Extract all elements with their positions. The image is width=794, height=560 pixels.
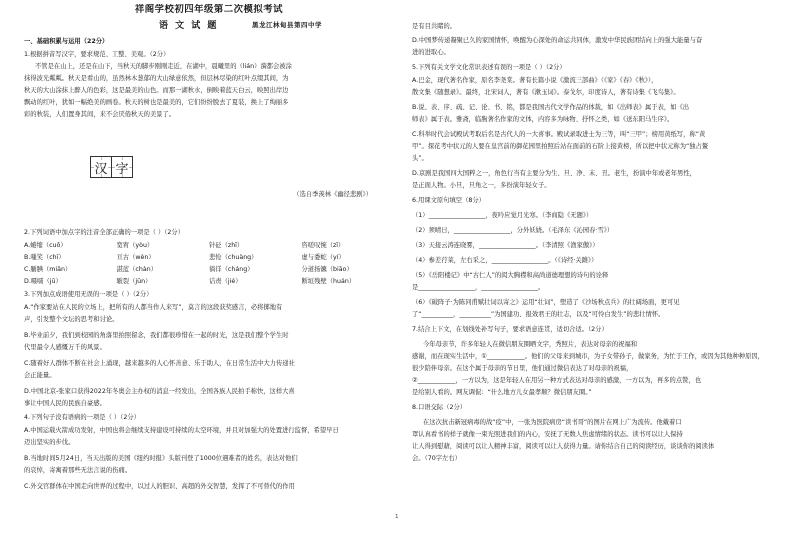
q7-text-line: ②____________，一方以为，这是年轻人在用另一种方式表达对母亲的感激，一方以为，再多的点赞，也 xyxy=(412,377,702,384)
q4-option-line: 的哀悼，寄寓着那些无法言说的伤痛。 xyxy=(24,467,132,474)
q4-option-line: B.当地时间5月24日，当天出版的美国《纽约时报》头版刊登了1000位遇难者的姓名，表达对他们 xyxy=(24,455,298,462)
q5-prompt: 5.下列有关文学文化常识表述有误的一项是（ ）（2分） xyxy=(412,64,566,71)
q1-text-line: 彩的秋装，人们置身其间，来不会厌倦秋天的美景了。 xyxy=(24,111,176,118)
fill-blank-item: （4）参差荇菜，左右采之，__________________。（《诗经·关雎》） xyxy=(412,257,598,264)
grid-cell: 字 xyxy=(111,156,133,178)
q8-prompt: 8.口语交际（2分） xyxy=(412,404,467,411)
right-line: C.科举时代会试殿试考取后名是古代人的一大喜事。殿试录取进士为三等，叫“三甲”；榜用黄纸写，称“黄 xyxy=(412,131,706,138)
exam-title: 祥阁学校初四年级第二次模拟考试 xyxy=(134,4,284,15)
right-line: 是正面人物。小旦，旦角之一，多扮演年轻女子。 xyxy=(412,182,551,189)
q3-prompt: 3.下列加点成语使用无误的一项是（ ）（2分） xyxy=(24,291,153,298)
right-line: B.说、表、序、疏、记、论、书、铭，都是我国古代文学作品的体裁，如《出师表》属于表，如《出 xyxy=(412,104,690,111)
q4-option-line: 迈出坚实的步伐。 xyxy=(24,439,75,446)
q7-text-line: 感谢，而在现实生活中，①____________。他们的父母来到城市，为子女带孙子，做家务，为忙于工作，或因为其他种种原因， xyxy=(412,353,764,360)
q3-option-line: B.毕业前夕，我们到校园的角落里拍照留念，我们都很珍惜在一起的时光，这是我们整个学生时 xyxy=(24,332,289,339)
grid-cell: 汉 xyxy=(90,156,112,178)
q1-text-line: 秋天的大山涂抹上醉人的色彩，这是最美的山色。而那一湖秋水，倒映着蓝天白云，映照出岸边 xyxy=(24,87,289,94)
q3-option-line: C.随着好人群体不断在社会上涌现，越来越多的人心怀善意、乐于助人，在日常生活中大力传递社 xyxy=(24,360,295,367)
fill-blank-item: （5）《岳阳楼记》中“古仁人”的闳大胸襟和高尚道德理想的诗句的诠释 xyxy=(412,272,609,279)
q4-option-line: A.中国运载火箭成功发射，中国也将会继续支持建设可持续的太空环境，并且对加强大的处置进行监督，希望早日 xyxy=(24,427,339,434)
fill-blank-item: 是__________________，__________________。 xyxy=(412,284,545,291)
q3-option-line: A.“作家要站在人民的立场上，把所有的人都当作人来写”，莫言的这段获奖感言，必将掷地有 xyxy=(24,304,283,311)
page-number: 1 xyxy=(395,514,399,520)
q1-source: （选自季羡林《幽径悲剧》） xyxy=(293,191,372,198)
fill-blank-item: 了“__________，__________”为国建功、报效君王的壮志，以及“可怜白发生”的悲壮情怀。 xyxy=(412,311,665,318)
q7-text-line: 今年母亲节，许多年轻人在微信朋友圈晒文字，秀照片，表达对母亲的祝福和 xyxy=(423,341,638,348)
q8-text-line: 在这次抗击新冠病毒的战“疫”中，一张为医院病房“读书哥”的图片在网上广为流传。他戴着口 xyxy=(423,419,682,426)
fill-blank-item: （1）__________________，夜吟应觉月光寒。（李商隐《无题》） xyxy=(412,212,593,219)
q3-option-line: 会正能量。 xyxy=(24,372,56,379)
school-name: 黑龙江林甸县第四中学 xyxy=(252,21,322,29)
right-line: 进的进取心。 xyxy=(412,49,450,56)
exam-subject: 语 文 试 题 xyxy=(159,21,219,31)
q6-prompt: 6.用课文原句填空（8分） xyxy=(412,197,485,204)
fill-blank-item: （6）《破阵子·为陈同甫赋壮词以寄之》运用“壮词”，塑造了《沙场秋点兵》的壮阔场面，更可见 xyxy=(412,299,680,306)
q3-option-line: D.中国北京-张家口获得2022年冬奥会主办权的消息一经发出，全国各族人民拍手称快，这样大喜 xyxy=(24,388,295,395)
q3-option-line: 代里最令人感慨万千的风景。 xyxy=(24,344,106,351)
q3-option-line: 声，引发整个文坛的思考和讨论。 xyxy=(24,316,119,323)
right-line: 头”。 xyxy=(412,155,428,162)
right-line: D.京剧是我国四大国粹之一，角色行当有主要分为生、旦、净、末、丑。老生，扮演中年或老年男性， xyxy=(412,170,696,177)
right-line: 是有目共睹的。 xyxy=(412,23,457,30)
q7-text-line: 是给别人看的。网友调侃：“什么地方儿女最孝顺？微信朋友圈。” xyxy=(412,389,592,396)
q1-text-line: 不管是在山上，还是在山下，当秋天的脚步刚刚走近，在湖中，晨曦里的（lián）漪都会被涂 xyxy=(35,63,292,70)
q1-text-line: 飘动的红叶，犹如一幅绝美的画卷。秋天的树也是最美的，它们纷纷脱去了夏装，换上了绚丽多 xyxy=(24,99,289,106)
right-line: D.中国梦传递凝聚已久的家国情怀，唤醒为心深处的命运共同体，激发中华民族团结向上的强大能量与奋 xyxy=(412,37,703,44)
q2-option-d: D.嗫嚅（jū） 皲裂（jūn） 诘责（jié） 断垣残壁（huán） xyxy=(24,278,356,285)
q3-option-line: 事让中国人民的民族自豪感。 xyxy=(24,400,106,407)
q8-text-line: 罩认真看书的样子就像一束光照进我们的内心，安抚了无数人焦虑情绪的状态。读书可以让人保持 xyxy=(412,431,683,438)
q1-text-line: 抹得波光粼粼。秋天是看山的，虽然林木葱郁的大山绿意依然，但层林尽染的红叶点缀其间，为 xyxy=(24,75,289,82)
q4-option-line: C.外交官群体在中国走向世界的过程中，以过人的胆识、高超的外交智慧，发挥了不可替代的作用 xyxy=(24,483,295,490)
q4-prompt: 4.下列句子没有语病的一项是（ ）（2分） xyxy=(24,414,140,421)
tianzi-grid xyxy=(90,156,132,178)
subtitle-row xyxy=(24,20,394,32)
q2-option-c: C.腼腆（miǎn） 湛蓝（chàn） 徜徉（cháng） 分道扬镳（biāo） xyxy=(24,266,353,273)
right-line: A.巴金，现代著名作家，原名李尧棠。著有长篇小说《激流三部曲》（《家》《春》《秋》）， xyxy=(412,77,658,84)
q7-prompt: 7.结合上下文，在划线处补写句子，要求语意连贯，适切合适。（2分） xyxy=(412,326,608,333)
q8-text-line: 让人得到慰藉，阅读可以让人精神丰富，阅读可以让人获得力量。请你结合自己的阅读经历，谈谈你的阅读体 xyxy=(412,443,715,450)
section-1-heading: 一、基础积累与运用（22分） xyxy=(24,38,109,45)
q2-prompt: 2.下列词语中加点字的注音全部正确的一项是（ ）（2分） xyxy=(24,229,184,236)
fill-blank-item: （2）须晴日，__________________，分外妖娆。（毛泽东《沁园春·雪》） xyxy=(412,227,614,234)
q7-text-line: 很少陪伴母亲。在这个属于母亲的节日里，他们通过微信表达了对母亲的祝福， xyxy=(412,365,633,372)
q2-option-b: B.嗤笑（chī） 亘古（wèn） 悲怆（chuàng） 虚与委蛇（yí） xyxy=(24,254,345,261)
q8-text-line: 会。（70字左右） xyxy=(412,455,461,462)
q2-option-a: A.蜷缩（cuō） 宽宥（yòu） 针砭（zhī） 咨嗟叹惋（zī） xyxy=(24,242,345,249)
right-line: 甲”。探花考中状元的人要在皇宫前的御花园里拍照后站在面前的石阶上接黄榜，所以把中状元称为“独占鳌 xyxy=(412,143,709,150)
right-line: 师表》属于表。雅斋，临朐著名作家的文体，内容多为咏物、抒怀之类，如《送东阳马生序》。 xyxy=(412,116,674,123)
right-line: 散文集《随想录》。最终，北宋词人，著有《漱玉词》。泰戈尔，印度诗人，著有诗集《飞鸟集》。 xyxy=(412,89,680,96)
q1-prompt: 1.根据拼音写汉字，要求规范、工整、美观。（2分） xyxy=(24,51,170,58)
fill-blank-item: （3）天接云涛连晓雾，__________________。（李清照《渔家傲》） xyxy=(412,242,599,249)
